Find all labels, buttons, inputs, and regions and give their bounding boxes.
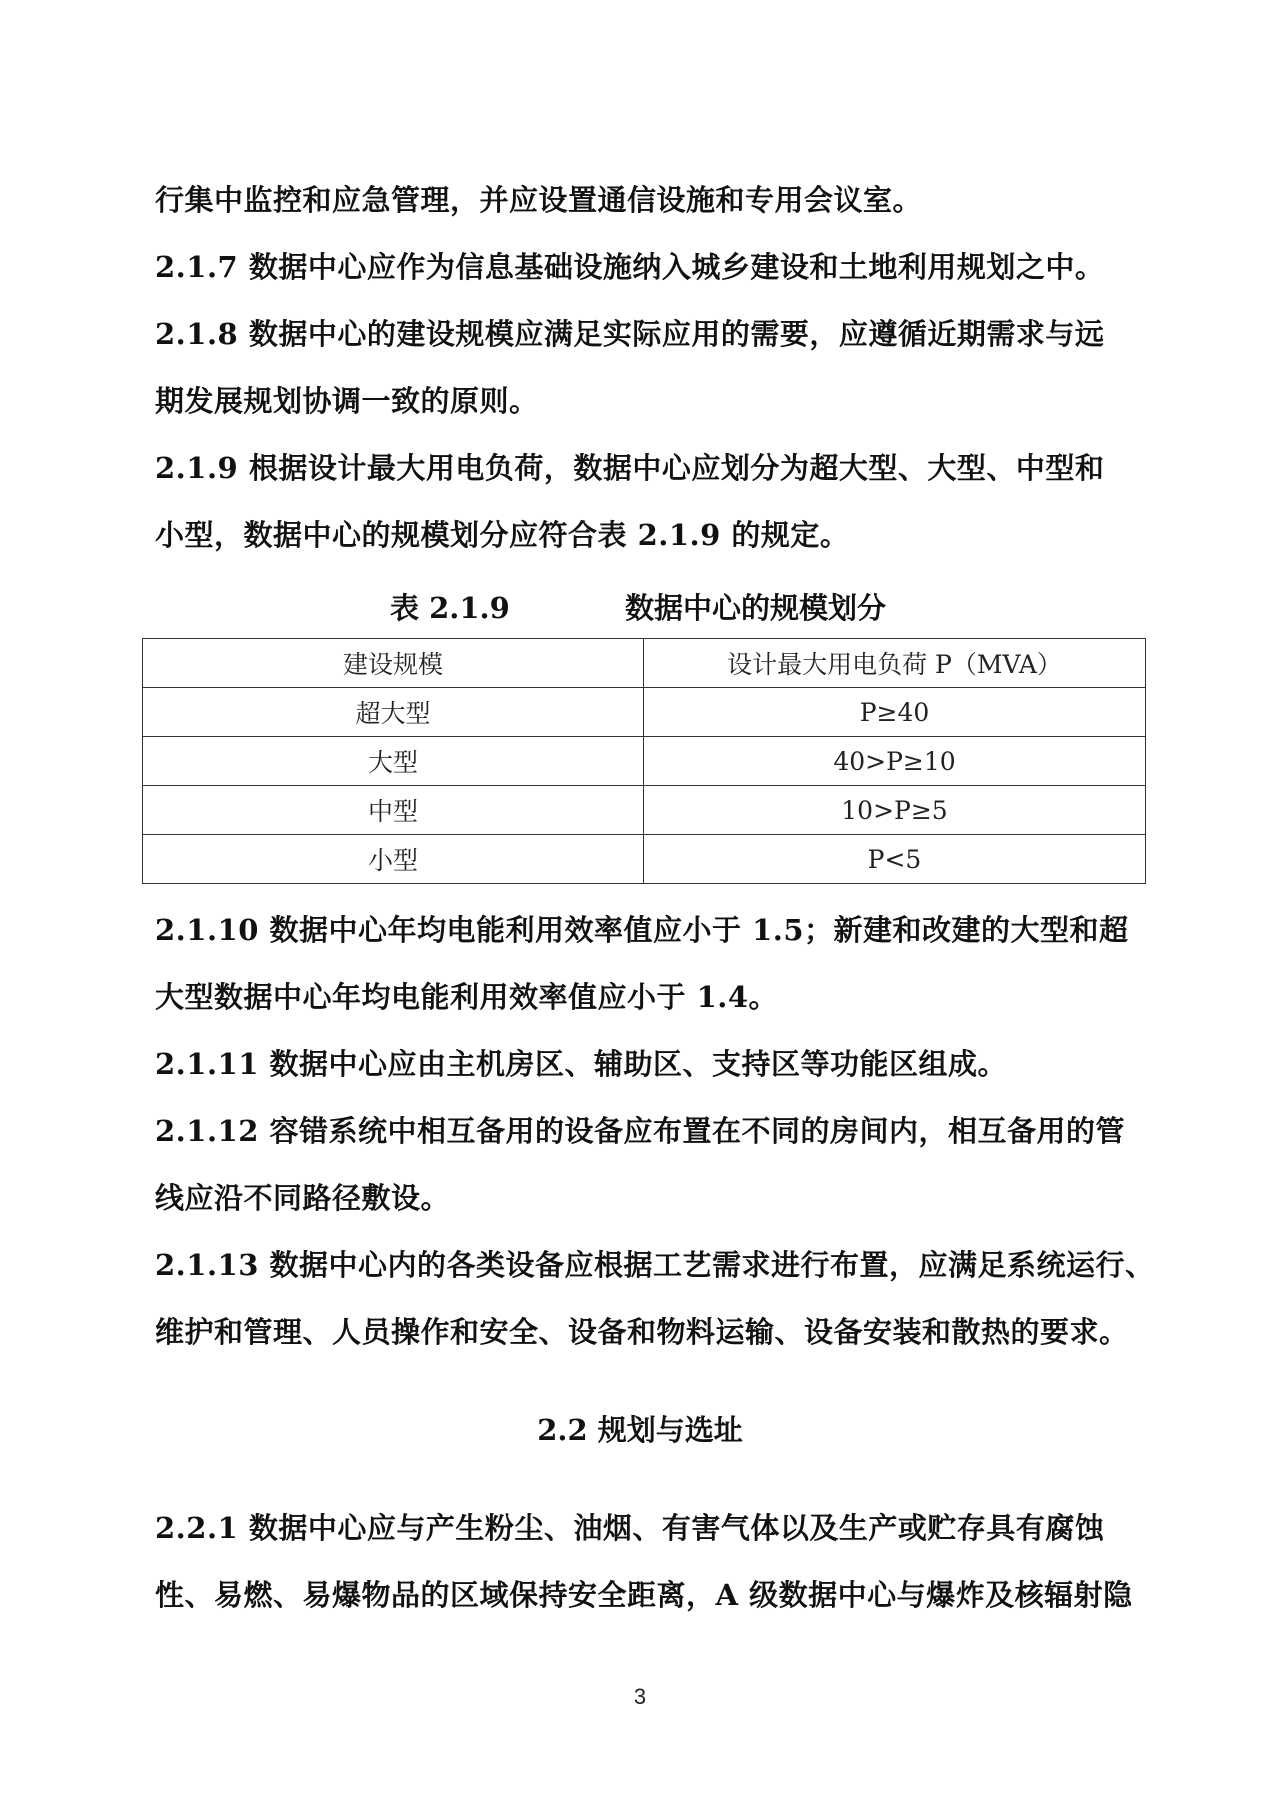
table-header-cell: 设计最大用电负荷 P（MVA）: [644, 639, 1146, 688]
table-cell: 40>P≥10: [644, 737, 1146, 786]
page-number: 3: [633, 1684, 647, 1709]
clause-2-1-13-line1: 2.1.13 数据中心内的各类设备应根据工艺需求进行布置，应满足系统运行、: [155, 1248, 1155, 1282]
table-cell: P<5: [644, 835, 1146, 884]
body-line: 行集中监控和应急管理，并应设置通信设施和专用会议室。: [155, 183, 923, 217]
table-row: [143, 786, 1146, 835]
table-cell: 超大型: [143, 688, 644, 737]
table-header-cell: 建设规模: [143, 639, 644, 688]
table-cell: 小型: [143, 835, 644, 884]
table-cell: 10>P≥5: [644, 786, 1146, 835]
scale-table: [142, 638, 1146, 884]
table-row: [143, 835, 1146, 884]
table-header-row: [143, 639, 1146, 688]
clause-2-2-1-line1: 2.2.1 数据中心应与产生粉尘、油烟、有害气体以及生产或贮存具有腐蚀: [155, 1511, 1105, 1545]
table-caption-title: 数据中心的规模划分: [625, 591, 887, 625]
clause-2-1-9-line1: 2.1.9 根据设计最大用电负荷，数据中心应划分为超大型、大型、中型和: [155, 451, 1105, 485]
clause-2-1-13-line2: 维护和管理、人员操作和安全、设备和物料运输、设备安装和散热的要求。: [155, 1315, 1129, 1349]
clause-2-1-7: 2.1.7 数据中心应作为信息基础设施纳入城乡建设和土地利用规划之中。: [155, 250, 1105, 284]
table-caption-number: 表 2.1.9: [390, 591, 510, 625]
table-cell: 大型: [143, 737, 644, 786]
section-title: 2.2 规划与选址: [537, 1413, 743, 1447]
clause-2-1-8-line1: 2.1.8 数据中心的建设规模应满足实际应用的需要，应遵循近期需求与远: [155, 317, 1105, 351]
table-cell: P≥40: [644, 688, 1146, 737]
clause-2-1-12-line2: 线应沿不同路径敷设。: [155, 1181, 451, 1215]
clause-2-1-10-line1: 2.1.10 数据中心年均电能利用效率值应小于 1.5；新建和改建的大型和超: [155, 913, 1129, 947]
clause-2-1-9-line2: 小型，数据中心的规模划分应符合表 2.1.9 的规定。: [155, 518, 850, 552]
clause-2-1-11: 2.1.11 数据中心应由主机房区、辅助区、支持区等功能区组成。: [155, 1047, 1008, 1081]
table-row: [143, 737, 1146, 786]
table-cell: 中型: [143, 786, 644, 835]
clause-2-1-10-line2: 大型数据中心年均电能利用效率值应小于 1.4。: [155, 980, 779, 1014]
table-row: [143, 688, 1146, 737]
clause-2-1-8-line2: 期发展规划协调一致的原则。: [155, 384, 539, 418]
clause-2-1-12-line1: 2.1.12 容错系统中相互备用的设备应布置在不同的房间内，相互备用的管: [155, 1114, 1126, 1148]
clause-2-2-1-line2: 性、易燃、易爆物品的区域保持安全距离，A 级数据中心与爆炸及核辐射隐: [155, 1578, 1133, 1612]
